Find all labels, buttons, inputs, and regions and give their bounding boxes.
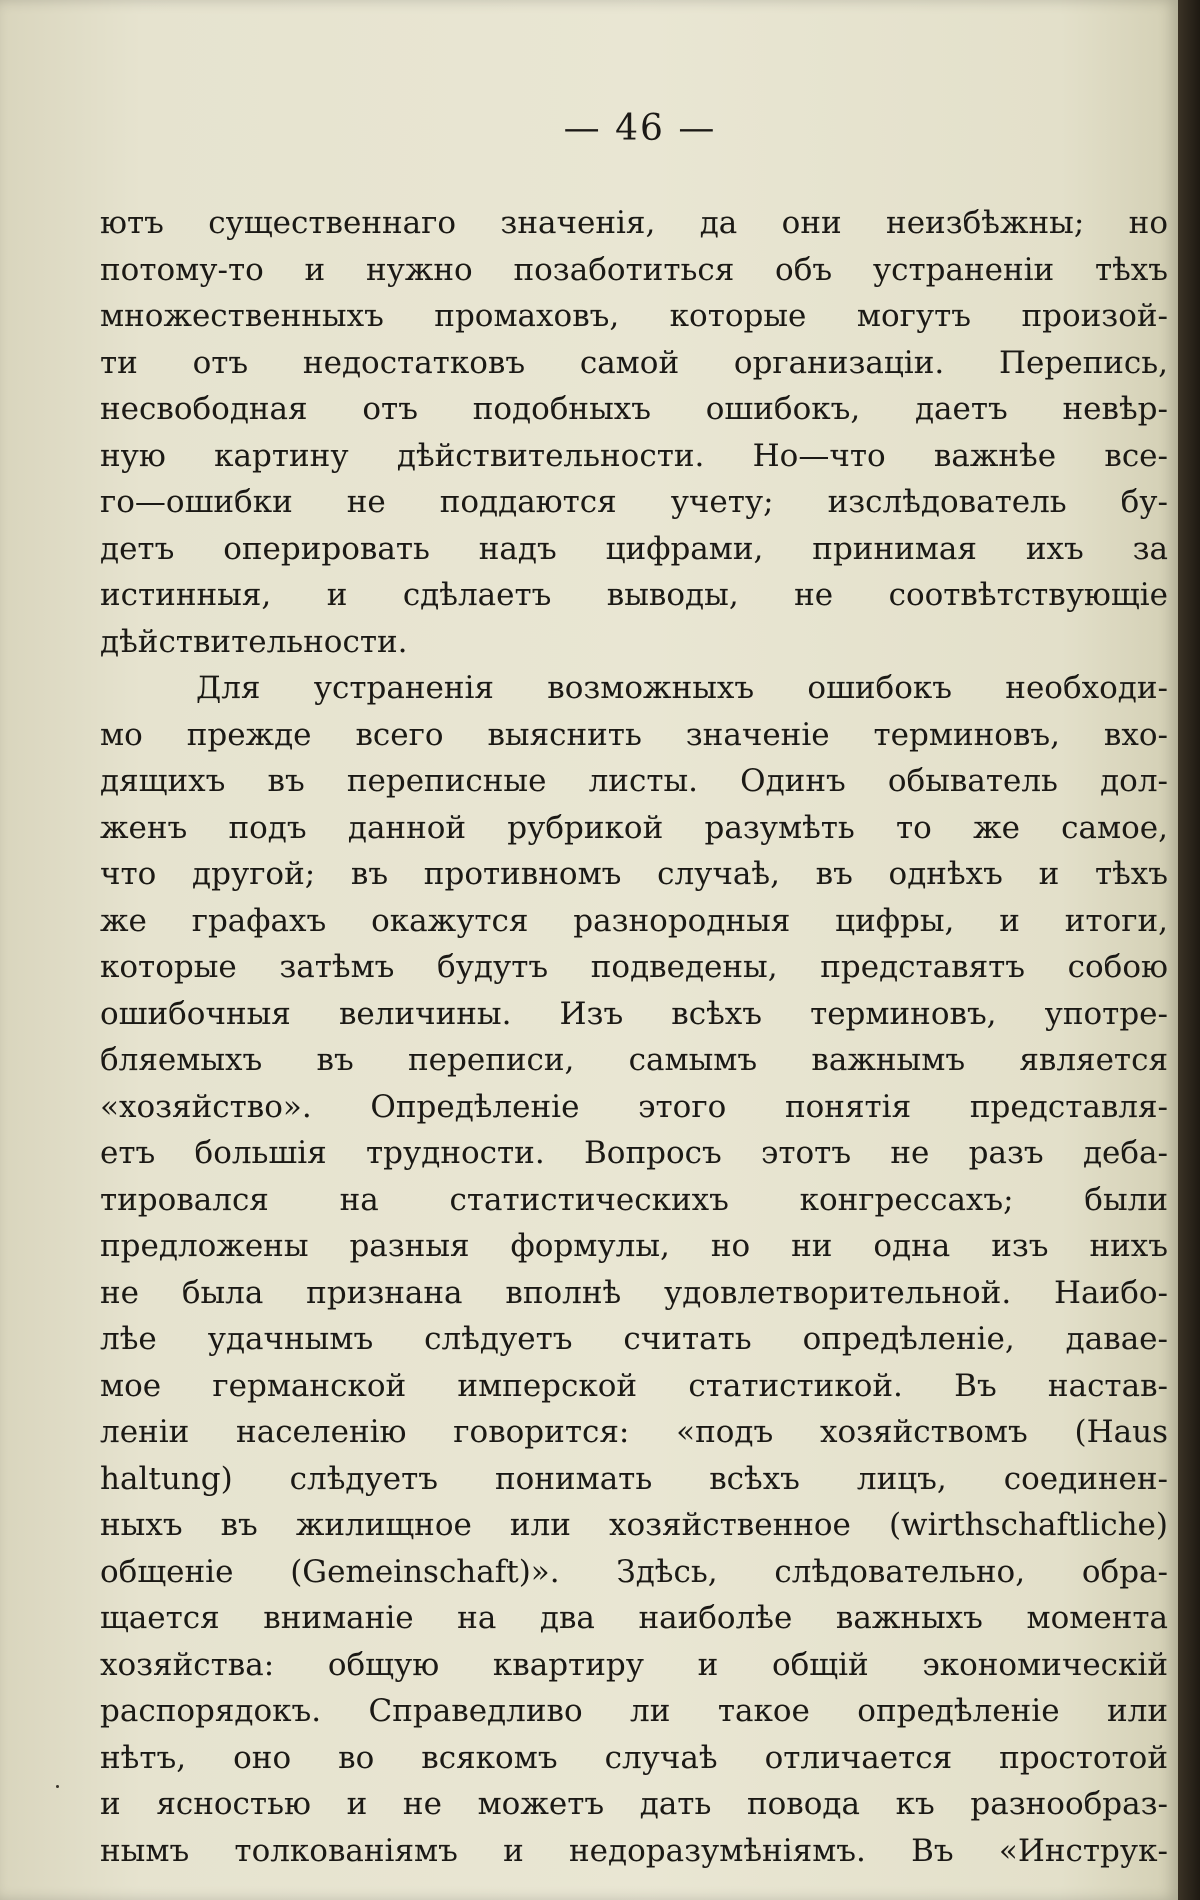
text-line: ныхъ въ жилищное или хозяйственное (wirthschaftliche): [100, 1507, 1168, 1543]
text-line: детъ оперировать надъ цифрами, принимая ихъ за: [100, 530, 1168, 567]
text-line: и ясностью и не можетъ дать повода къ разнообраз-: [100, 1786, 1168, 1822]
text-line: женъ подъ данной рубрикой разумѣть то же самое,: [100, 809, 1168, 846]
text-line: го—ошибки не поддаются учету; изслѣдователь бу-: [100, 484, 1168, 520]
text-line: множественныхъ промаховъ, которые могутъ произой-: [100, 298, 1168, 334]
text-line: Для устраненія возможныхъ ошибокъ необходи-: [196, 670, 1168, 706]
text-line: не была признана вполнѣ удовлетворительной. Наибо-: [100, 1274, 1168, 1311]
text-line: щается вниманіе на два наиболѣе важныхъ момента: [100, 1600, 1168, 1636]
text-line: дящихъ въ переписные листы. Одинъ обыватель дол-: [100, 763, 1168, 799]
page-number: — 46 —: [563, 108, 717, 149]
text-line: тировался на статистическихъ конгрессахъ; были: [100, 1181, 1168, 1218]
text-line: етъ большія трудности. Вопросъ этотъ не разъ деба-: [100, 1135, 1168, 1171]
text-line: дѣйствительности.: [100, 623, 408, 660]
text-line: которые затѣмъ будутъ подведены, представятъ собою: [100, 949, 1168, 985]
text-line: ошибочныя величины. Изъ всѣхъ терминовъ, употре-: [100, 995, 1168, 1032]
text-line: же графахъ окажутся разнородныя цифры, и итоги,: [100, 902, 1168, 939]
book-spine-edge: [1178, 0, 1200, 1900]
text-line: несвободная отъ подобныхъ ошибокъ, даетъ невѣр-: [100, 391, 1168, 427]
text-line: распорядокъ. Справедливо ли такое опредѣленіе или: [100, 1693, 1168, 1729]
text-line: haltung) слѣдуетъ понимать всѣхъ лицъ, соединен-: [100, 1460, 1168, 1497]
text-line: что другой; въ противномъ случаѣ, въ однѣхъ и тѣхъ: [100, 856, 1168, 892]
page-body-text: [100, 200, 1168, 1874]
text-line: «хозяйство». Опредѣленіе этого понятія представля-: [100, 1088, 1168, 1125]
text-line: хозяйства: общую квартиру и общій экономическій: [100, 1646, 1168, 1683]
text-line: предложены разныя формулы, но ни одна изъ нихъ: [100, 1228, 1168, 1264]
text-line: ти отъ недостатковъ самой организаціи. Перепись,: [100, 344, 1168, 381]
text-line: бляемыхъ въ переписи, самымъ важнымъ является: [100, 1042, 1168, 1078]
text-line: мо прежде всего выяснить значеніе терминовъ, вхо-: [100, 716, 1168, 753]
text-line: нѣтъ, оно во всякомъ случаѣ отличается простотой: [100, 1739, 1168, 1776]
text-line: потому-то и нужно позаботиться объ устраненіи тѣхъ: [100, 251, 1168, 288]
text-line: ютъ существеннаго значенія, да они неизбѣжны; но: [100, 205, 1168, 241]
text-line: лѣе удачнымъ слѣдуетъ считать опредѣленіе, давае-: [100, 1321, 1168, 1357]
print-speck: [56, 1785, 59, 1788]
text-line: истинныя, и сдѣлаетъ выводы, не соотвѣтствующіе: [100, 577, 1168, 613]
text-line: нымъ толкованіямъ и недоразумѣніямъ. Въ «Инструк-: [100, 1832, 1168, 1869]
text-line: леніи населенію говорится: «подъ хозяйствомъ (Haus: [100, 1414, 1168, 1450]
text-line: общеніе (Gemeinschaft)». Здѣсь, слѣдовательно, обра-: [100, 1553, 1168, 1590]
text-line: мое германской имперской статистикой. Въ настав-: [100, 1367, 1168, 1404]
text-line: ную картину дѣйствительности. Но—что важнѣе все-: [100, 437, 1168, 474]
